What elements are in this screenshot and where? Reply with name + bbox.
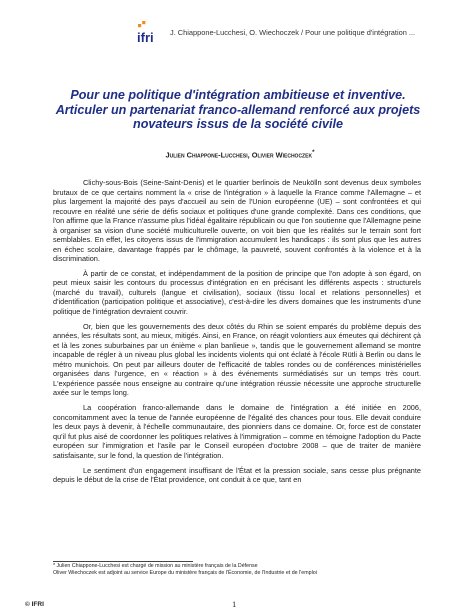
title-line: Articuler un partenariat franco-allemand renforcé aux projets [55,102,421,117]
author-names: Julien Chiappone-Lucchesi, Olivier Wiechoczek [165,150,313,160]
page-header [136,20,436,48]
paragraph: Or, bien que les gouvernements des deux côtés du Rhin se soient emparés du problème depuis des années, les résultats sont, au mieux, mitigés. Ainsi, en France, on réagit volontiers aux émeutes qui déchirent çà et là les zones suburbaines par un énième « plan banlieue », tandis que le gouvernement allemand se montre incapable de régler à un niveau plus global les incidents violents qui ont éclaté à l'école Rütli à Berlin ou dans le métro munichois. On peut par ailleurs douter de l'efficacité de tables rondes ou de conférences ministérielles organisées dans l'urgence, en « réaction » à des événements surmédiatisés sur un temps très court. L'expérience passée nous enseigne au contraire qu'une intégration réussie nécessite une approche structurelle axée sur le temps long. [53,321,421,398]
paragraph: La coopération franco-allemande dans le domaine de l'intégration a été initiée en 2006, concomitamment avec la tenue de l'année européenne de l'égalité des chances pour tous. Elle devait conduire les deux pays à devenir, à l'échelle communautaire, des pionniers dans ce domaine. Or, force est de constater qu'il fut plus aisé de coordonner les politiques relatives à l'immigration – comme en témoigne l'adoption du Pacte européen sur l'immigration et l'asile par le Conseil européen d'octobre 2008 – que de traiter de manière satisfaisante, sur le fond, la question de l'intégration. [53,403,421,460]
svg-text:ifri: ifri [137,30,154,45]
running-title: J. Chiappone-Lucchesi, O. Wiechoczek / Pour une politique d'intégration ... [170,28,416,37]
footnote: Oliver Wiechoczek est adjoint au service Europe du ministère français de l'Économie, de l'Industrie et de l'emploi [53,570,317,576]
author-line [100,149,380,159]
author-footnote-marker: * [312,149,315,156]
ifri-logo [136,20,166,46]
paragraph: Le sentiment d'un engagement insuffisant de l'État et la pression sociale, sans cesse plus prégnante depuis le début de la crise de l'État providence, ont conduit à ce que, tant en [53,465,421,485]
page-number: 1 [232,599,237,609]
title-line: novateurs issus de la société civile [133,117,343,131]
footer-copyright: © IFRI [25,601,44,608]
footnote-divider [53,561,193,562]
paragraph: Clichy-sous-Bois (Seine-Saint-Denis) et le quartier berlinois de Neukölln sont devenus deux symboles brutaux de ce que certains nomment la « crise de l'intégration » à laquelle la France comme l'Allemagne – et plus largement la majorité des pays d'accueil au sein de l'Union européenne (UE) – sont confrontées et qui recouvre en réalité une série de défis sociaux et politiques d'une grande complexité. Dans ces conditions, que l'on affirme que la France n'assume plus l'idéal égalitaire républicain ou que l'on soutienne que l'Allemagne peine à organiser sa vision d'une société multiculturelle ouverte, on voit bien que les réalités sur le terrain sont fort semblables. En effet, les citoyens issus de l'immigration accumulent les handicaps : ils sont plus que les autres en échec scolaire, davantage frappés par le chômage, la pauvreté, souvent confrontés à la violence et à la discrimination. [53,178,421,263]
title-line: Pour une politique d'intégration ambitieuse et inventive. [70,88,406,102]
footnote: * Julien Chiappone-Lucchesi est chargé de mission au ministère français de la Défense [53,563,258,569]
footnotes [53,563,421,577]
document-title [38,88,438,132]
body-text [53,178,421,490]
paragraph: À partir de ce constat, et indépendamment de la position de principe que l'on adopte à son égard, on peut mieux saisir les contours du processus d'intégration en en précisant les différents aspects : structurels (marché du travail), culturels (langue et civilisation), sociaux (tissu local et relations personnelles) et d'identification (participation politique et associative), c'est-à-dire les divers domaines que les instruments d'une politique de l'intégration devraient couvrir. [53,268,421,316]
